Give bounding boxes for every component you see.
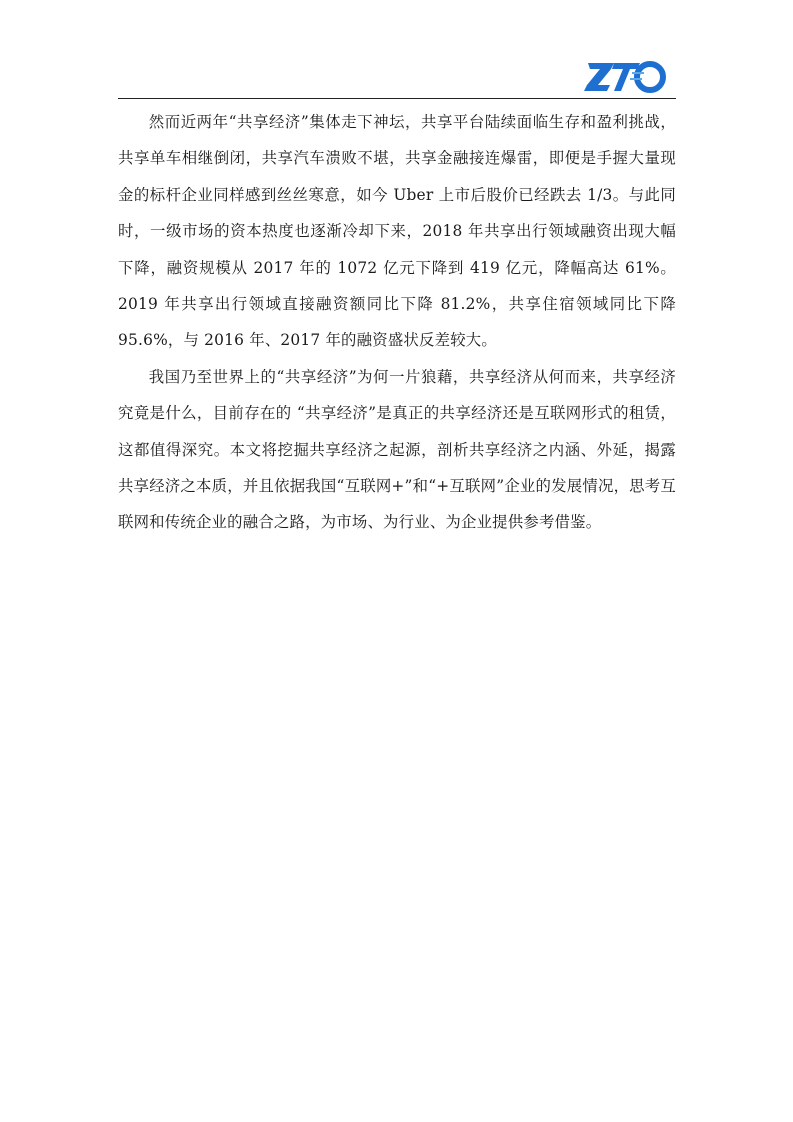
page-header: [118, 55, 676, 99]
document-body: [118, 104, 676, 541]
paragraph-2: 我国乃至世界上的“共享经济”为何一片狼藉，共享经济从何而来，共享经济究竟是什么，目前存在的 “共享经济”是真正的共享经济还是互联网形式的租赁，这都值得深究。本文将挖掘共享经济之起源，剖析共享经济之内涵、外延，揭露共享经济之本质，并且依据我国“互联网+”和“+互联网”企业的发展情况，思考互联网和传统企业的融合之路，为市场、为行业、为企业提供参考借鉴。: [118, 367, 676, 532]
paragraph-1: 然而近两年“共享经济”集体走下神坛，共享平台陆续面临生存和盈利挑战，共享单车相继倒闭，共享汽车溃败不堪，共享金融接连爆雷，即便是手握大量现金的标杆企业同样感到丝丝寒意，如今 Uber 上市后股价已经跌去 1/3。与此同时，一级市场的资本热度也逐渐冷却下来，2018 年共享出行领域融资出现大幅下降，融资规模从 2017 年的 1072 亿元下降到 419 亿元，降幅高达 61%。2019 年共享出行领域直接融资额同比下降 81.2%，共享住宿领域同比下降 95.6%，与 2016 年、2017 年的融资盛状反差较大。: [118, 113, 676, 350]
header-divider: [118, 98, 676, 99]
zto-logo-icon: [584, 59, 666, 95]
